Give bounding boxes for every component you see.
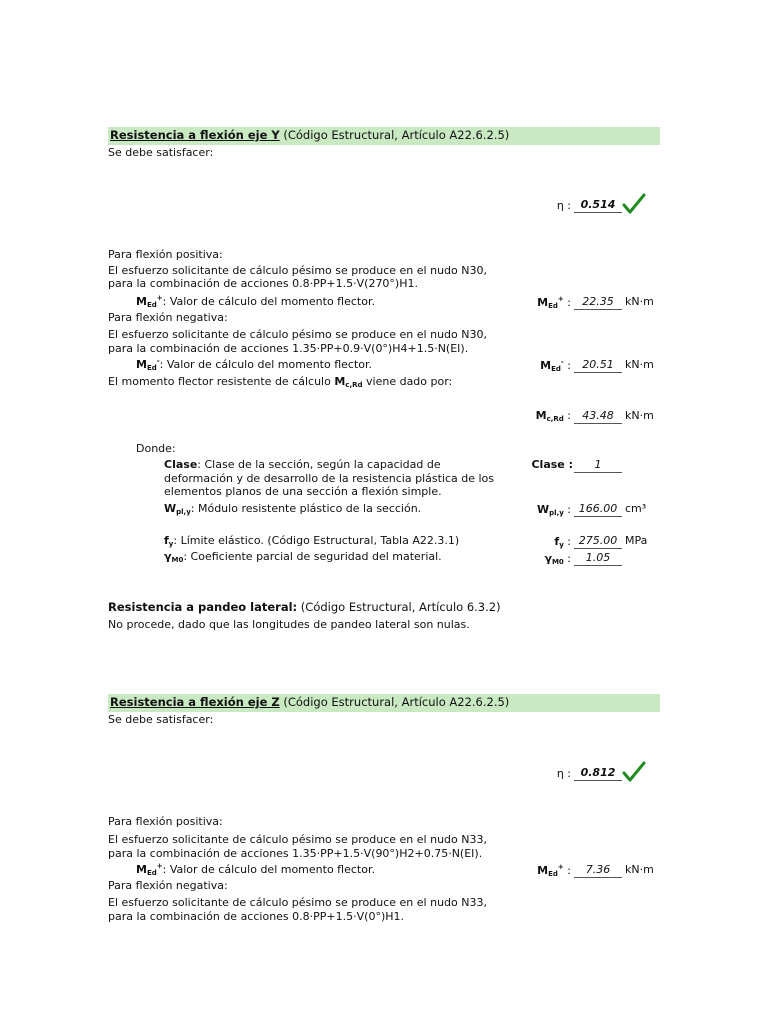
section-y-fy-value: 275.00 [574, 534, 622, 549]
section-y-wpl-desc: $W_{pl,y}$: Módulo resistente plástico de la sección. [164, 502, 422, 516]
section-y-neg-line1: El esfuerzo solicitante de cálculo pésimo se produce en el nudo N30, [108, 328, 487, 341]
section-y-eta-value: 0.514 [574, 198, 622, 213]
section-y-fy-desc: $f_y$: Límite elástico. (Código Estructural, Tabla A22.3.1) [164, 534, 460, 548]
section-y-mcrd-intro: El momento flector resistente de cálculo $M_{c,Rd}$ viene dado por: [108, 375, 453, 389]
section-z-satisfy: Se debe satisfacer: [108, 713, 214, 726]
section-y-fy-unit: MPa [625, 534, 648, 547]
section-y-med-neg-unit: kN·m [625, 358, 654, 371]
section-y-header [108, 127, 660, 145]
section-y-title: Resistencia a flexión eje Y [110, 128, 280, 142]
section-y-mcrd-value: 43.48 [574, 409, 622, 424]
section-y-eta-label: η : [556, 199, 571, 212]
section-y-pos-heading: Para flexión positiva: [108, 248, 223, 261]
section-y-donde: Donde: [136, 442, 176, 455]
section-y-gm0-desc: $\gamma_{M0}$: Coeficiente parcial de seguridad del material. [164, 550, 442, 564]
section-y-med-pos-label: $M_{Ed}^+$ : [537, 295, 571, 310]
section-y-pos-line1: El esfuerzo solicitante de cálculo pésimo se produce en el nudo N30, [108, 264, 487, 277]
section-y-clase-line1: Clase: Clase de la sección, según la capacidad de [164, 458, 441, 471]
section-y-med-pos-value: 22.35 [574, 295, 622, 310]
section-y-neg-heading: Para flexión negativa: [108, 311, 228, 324]
section-y-med-neg-value: 20.51 [574, 358, 622, 373]
section-z-reference: (Código Estructural, Artículo A22.6.2.5) [279, 695, 510, 709]
check-icon [622, 761, 646, 783]
section-y-med-pos-unit: kN·m [625, 295, 654, 308]
section-z-med-pos-value: 7.36 [574, 863, 622, 878]
section-y-med-pos-desc: $M_{Ed}^+$: Valor de cálculo del momento flector. [136, 294, 375, 309]
section-y-fy-label: $f_y$ : [554, 535, 571, 549]
section-z-med-pos-desc: $M_{Ed}^+$: Valor de cálculo del momento flector. [136, 862, 375, 877]
section-y-med-neg-desc: $M_{Ed}^-$: Valor de cálculo del momento flector. [136, 357, 373, 372]
section-y-wpl-label: $W_{pl,y}$ : [537, 503, 571, 517]
section-y-satisfy: Se debe satisfacer: [108, 146, 214, 159]
lateral-text: No procede, dado que las longitudes de pandeo lateral son nulas. [108, 618, 470, 631]
section-y-reference: (Código Estructural, Artículo A22.6.2.5) [279, 128, 510, 142]
section-z-pos-line2: para la combinación de acciones 1.35·PP+1.5·V(90°)H2+0.75·N(EI). [108, 847, 483, 860]
section-z-eta-value: 0.812 [574, 766, 622, 781]
section-z-pos-line1: El esfuerzo solicitante de cálculo pésimo se produce en el nudo N33, [108, 833, 487, 846]
section-y-mcrd-label: $M_{c,Rd}$ : [535, 409, 571, 423]
check-icon [622, 193, 646, 215]
section-y-wpl-value: 166.00 [574, 502, 622, 517]
section-z-header [108, 694, 660, 712]
lateral-title: Resistencia a pandeo lateral: (Código Estructural, Artículo 6.3.2) [108, 600, 501, 614]
section-z-neg-heading: Para flexión negativa: [108, 879, 228, 892]
section-y-clase-value: 1 [574, 458, 622, 473]
section-z-neg-line1: El esfuerzo solicitante de cálculo pésimo se produce en el nudo N33, [108, 896, 487, 909]
section-y-med-neg-label: $M_{Ed}^-$ : [540, 358, 571, 373]
section-z-pos-heading: Para flexión positiva: [108, 815, 223, 828]
section-y-mcrd-unit: kN·m [625, 409, 654, 422]
section-y-wpl-unit: cm³ [625, 502, 647, 515]
section-z-med-pos-unit: kN·m [625, 863, 654, 876]
section-y-gm0-label: $\gamma_{M0}$ : [544, 552, 571, 566]
section-y-neg-line2: para la combinación de acciones 1.35·PP+0.9·V(0°)H4+1.5·N(EI). [108, 342, 469, 355]
section-y-clase-line3: elementos planos de una sección a flexión simple. [164, 485, 442, 498]
section-y-clase-line2: deformación y de desarrollo de la resistencia plástica de los [164, 472, 495, 485]
section-z-neg-line2: para la combinación de acciones 0.8·PP+1.5·V(0°)H1. [108, 910, 404, 923]
section-z-med-pos-label: $M_{Ed}^+$ : [537, 863, 571, 878]
section-y-pos-line2: para la combinación de acciones 0.8·PP+1.5·V(270°)H1. [108, 277, 418, 290]
section-y-gm0-value: 1.05 [574, 551, 622, 566]
section-z-eta-label: η : [556, 767, 571, 780]
section-y-clase-label: Clase : [531, 458, 573, 471]
section-z-title: Resistencia a flexión eje Z [110, 695, 280, 709]
